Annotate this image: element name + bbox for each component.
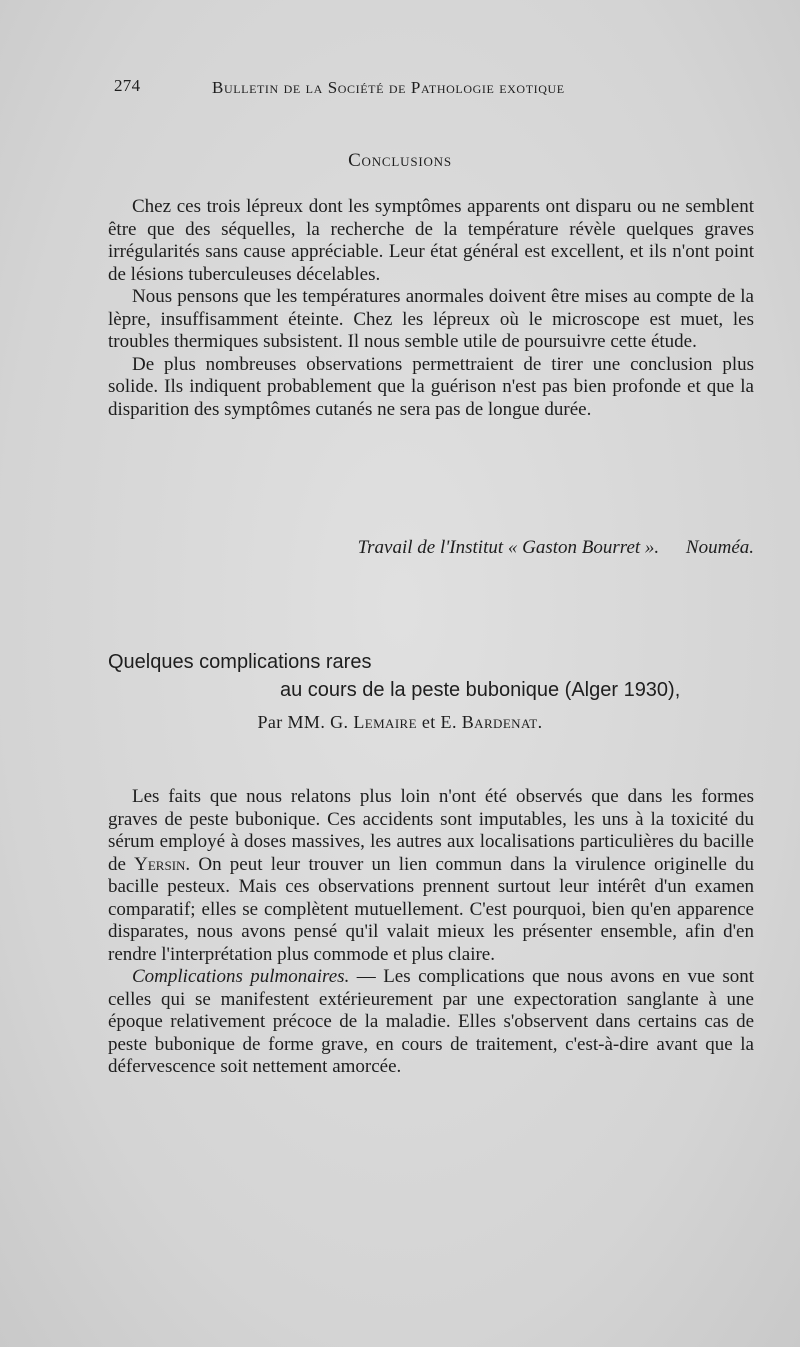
signature-place: Nouméa. bbox=[685, 537, 754, 558]
subheading-pulmonary: Complications pulmonaires. bbox=[132, 966, 350, 987]
page-number: 274 bbox=[114, 76, 141, 95]
conclusions-paragraph: Chez ces trois lépreux dont les symptômes apparents ont disparu ou ne semblent être que des séquelles, la recherche de la température révèle quelques graves irrégularités sans cause appréciable. Leur état général est excellent, et ils n'ont point de lésions tuberculeuses décelables. bbox=[108, 196, 754, 285]
authors-prefix: Par MM. G. bbox=[257, 712, 354, 732]
running-title: Bulletin de la Société de Pathologie exotique bbox=[212, 78, 565, 97]
intro-text-part2: . On peut leur trouver un lien commun dans la virulence originelle du bacille pesteux. Mais ces observations prennent surtout leur intérêt d'un examen comparatif; elles se complètent mutuellement. C'est pourquoi, bien qu'en apparence disparates, nous avons pensé qu'il valait mieux les présenter ensemble, afin d'en rendre l'interprétation plus commode et plus claire. bbox=[108, 853, 754, 965]
article-title-line2: au cours de la peste bubonique (Alger 1930), bbox=[280, 679, 681, 701]
signature bbox=[108, 537, 754, 559]
article-authors bbox=[0, 712, 800, 733]
article-body bbox=[108, 786, 754, 1079]
conclusions-paragraph: De plus nombreuses observations permettraient de tirer une conclusion plus solide. Ils indiquent probablement que la guérison n'est pas bien profonde et que la disparition des symptômes cutanés ne sera pas de longue durée. bbox=[108, 353, 754, 420]
article-paragraph-intro bbox=[108, 786, 754, 966]
section-heading-conclusions: Conclusions bbox=[348, 150, 452, 171]
article-title-line1: Quelques complications rares bbox=[108, 651, 372, 673]
author-bardenat: Bardenat. bbox=[461, 712, 543, 732]
signature-institute: Travail de l'Institut « Gaston Bourret ». bbox=[357, 537, 660, 558]
intro-text-part1: Les faits que nous relatons plus loin n'ont été observés que dans les formes graves de peste bubonique. Ces accidents sont imputables, les uns à la toxicité du sérum employé à doses massives, les autres aux localisations particulières du bacille de bbox=[108, 786, 754, 875]
conclusions-paragraph: Nous pensons que les températures anormales doivent être mises au compte de la lèpre, insuffisamment éteinte. Chez les lépreux où le microscope est muet, les troubles thermiques subsistent. Il nous semble utile de poursuivre cette étude. bbox=[108, 286, 754, 352]
author-lemaire: Lemaire bbox=[353, 712, 417, 732]
pulmonary-text: — Les complications que nous avons en vue sont celles qui se manifestent extérieurement par une expectoration sanglante à une époque relativement précoce de la maladie. Elles s'observent dans certains cas de peste bubonique de forme grave, en cours de traitement, c'est-à-dire avant que la défervescence soit nettement amorcée. bbox=[108, 966, 754, 1077]
article-title bbox=[108, 648, 768, 704]
authors-join: et E. bbox=[416, 712, 462, 732]
name-yersin: Yersin bbox=[134, 853, 186, 875]
conclusions-body bbox=[108, 196, 754, 421]
article-paragraph-pulmonary bbox=[108, 966, 754, 1079]
